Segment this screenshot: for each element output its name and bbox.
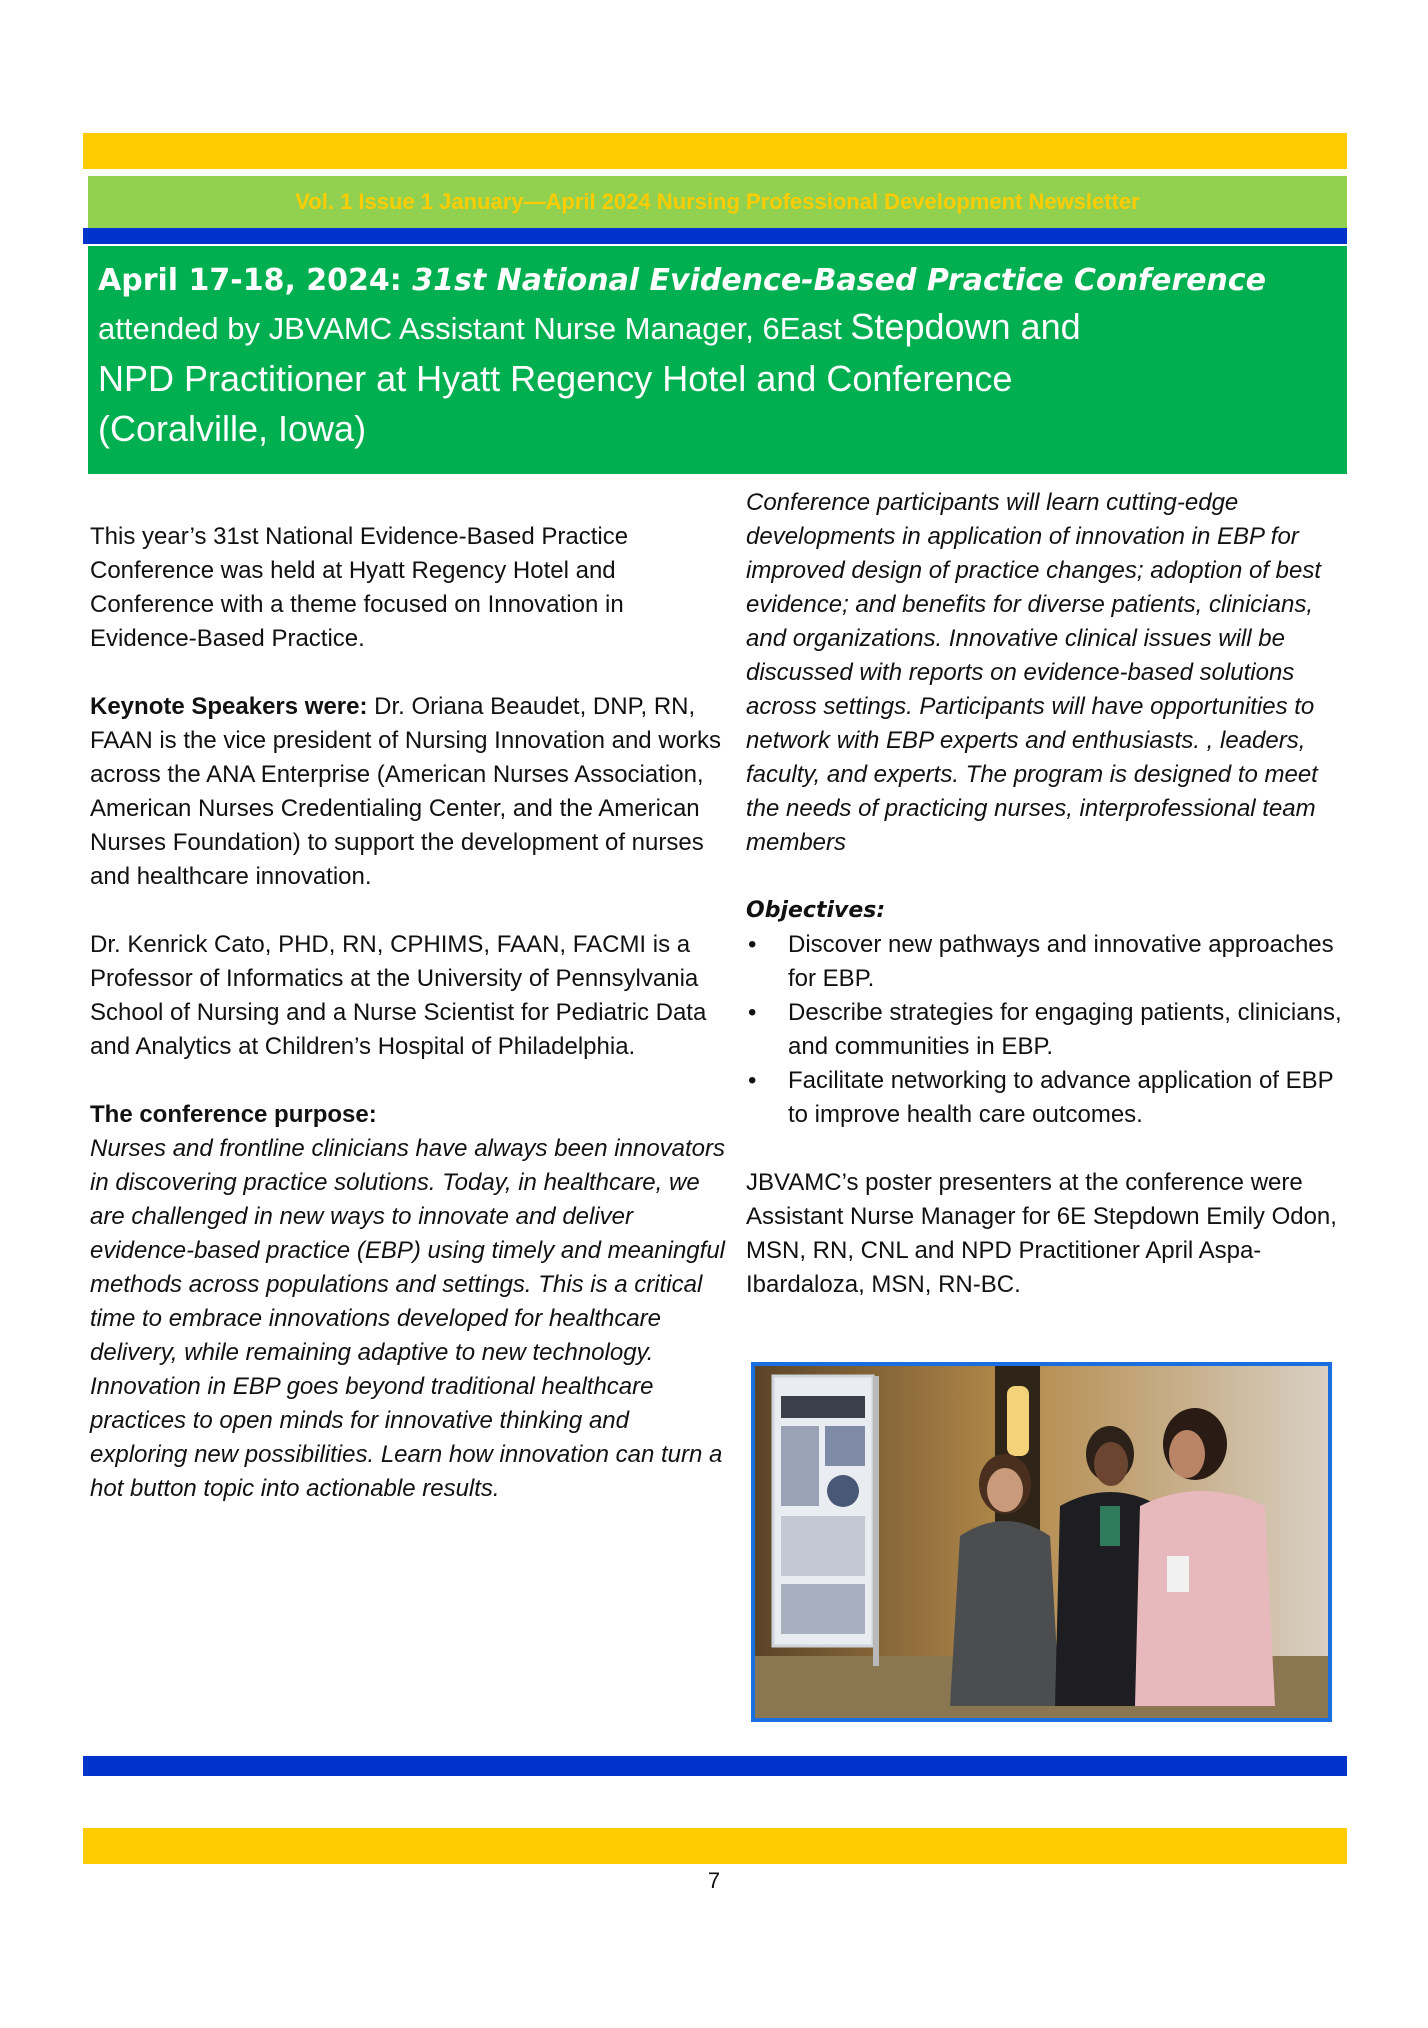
title-line-2b: Stepdown and — [850, 306, 1081, 347]
objective-text: Describe strategies for engaging patients, clinicians, and communities in EBP. — [788, 999, 1342, 1060]
objective-item — [748, 1064, 1346, 1132]
title-line-1 — [98, 260, 1337, 302]
bullet-icon: • — [748, 1067, 757, 1094]
bullet-icon: • — [748, 931, 757, 958]
objectives-heading: Objectives: — [746, 898, 886, 923]
title-line-3: NPD Practitioner at Hyatt Regency Hotel and Conference — [98, 358, 1013, 399]
conference-photo — [751, 1362, 1332, 1722]
purpose-text: Nurses and frontline clinicians have always been innovators in discovering practice solutions. Today, in healthcare, we are challenged in new ways to innovate and deliver evidence-based practice (EBP) using timely and meaningful methods across populations and settings. This is a critical time to embrace innovations developed for healthcare delivery, while remaining adaptive to new technology. Innovation in EBP goes beyond traditional healthcare practices to open minds for innovative thinking and exploring new possibilities. Learn how innovation can turn a hot button topic into actionable results. — [90, 1135, 726, 1502]
masthead-blue-rule — [83, 228, 1347, 244]
bottom-blue-band — [83, 1756, 1347, 1776]
top-yellow-band — [83, 133, 1347, 169]
title-date: April 17-18, 2024: — [98, 263, 402, 298]
participants-paragraph: Conference participants will learn cutting-edge developments in application of innovation in EBP for improved design of practice changes; adoption of best evidence; and benefits for diverse patients, clinicians, and organizations. Innovative clinical issues will be discussed with reports on evidence-based solutions across settings. Participants will have opportunities to network with EBP experts and enthusiasts. , leaders, faculty, and experts. The program is designed to meet the needs of practicing nurses, interprofessional team members — [746, 489, 1322, 856]
title-line-2a: attended by JBVAMC Assistant Nurse Manager, 6East — [98, 311, 851, 346]
title-line-2 — [98, 302, 1337, 354]
purpose-heading: The conference purpose: — [90, 1101, 377, 1128]
keynote-text: Dr. Oriana Beaudet, DNP, RN, FAAN is the vice president of Nursing Innovation and works across the ANA Enterprise (American Nurses Association, American Nurses Credentialing Center, and the American Nurses Foundation) to support the development of nurses and healthcare innovation. — [90, 693, 721, 890]
objective-text: Discover new pathways and innovative approaches for EBP. — [788, 931, 1334, 992]
masthead: Vol. 1 Issue 1 January—April 2024 Nursing Professional Development Newsletter — [88, 176, 1347, 228]
keynote-heading: Keynote Speakers were: — [90, 693, 368, 720]
right-column — [746, 486, 1346, 1336]
objective-text: Facilitate networking to advance application of EBP to improve health care outcomes. — [788, 1067, 1334, 1128]
keynote-paragraph — [90, 690, 730, 894]
objectives-list — [746, 928, 1346, 1132]
left-column — [90, 520, 730, 1506]
speaker-2-paragraph: Dr. Kenrick Cato, PHD, RN, CPHIMS, FAAN, FACMI is a Professor of Informatics at the University of Pennsylvania School of Nursing and a Nurse Scientist for Pediatric Data and Analytics at Children’s Hospital of Philadelphia. — [90, 931, 707, 1060]
objective-item — [748, 996, 1346, 1064]
presenters-paragraph: JBVAMC’s poster presenters at the conference were Assistant Nurse Manager for 6E Stepdown Emily Odon, MSN, RN, CNL and NPD Practitioner April Aspa-Ibardaloza, MSN, RN-BC. — [746, 1169, 1337, 1298]
conference-photo-illustration — [755, 1366, 1328, 1718]
bullet-icon: • — [748, 999, 757, 1026]
bottom-yellow-band — [83, 1828, 1347, 1864]
page-number: 7 — [707, 1868, 721, 1893]
intro-paragraph: This year’s 31st National Evidence-Based Practice Conference was held at Hyatt Regency Hotel and Conference with a theme focused on Innovation in Evidence-Based Practice. — [90, 523, 629, 652]
objective-item — [748, 928, 1346, 996]
title-event: 31st National Evidence-Based Practice Conference — [412, 263, 1266, 298]
title-line-4: (Coralville, Iowa) — [98, 408, 367, 449]
article-title-box — [88, 246, 1347, 474]
